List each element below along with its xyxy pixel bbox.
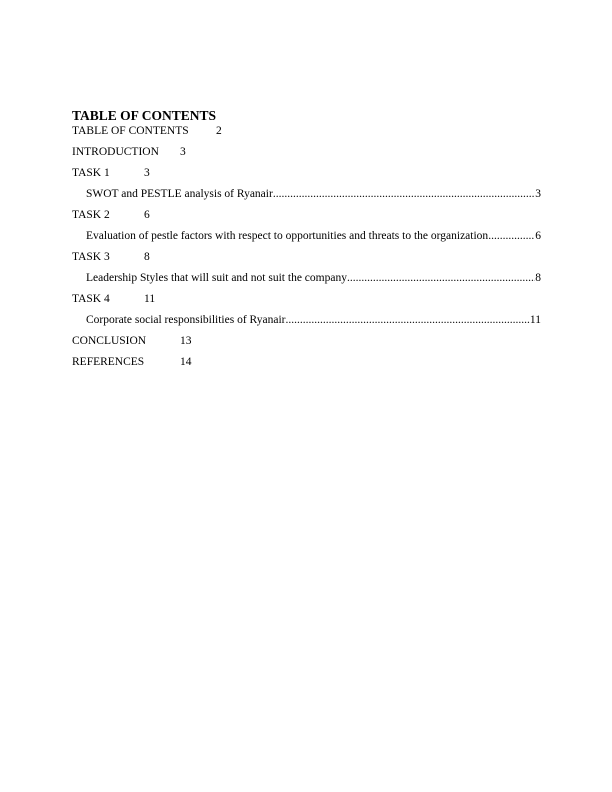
toc-entry-introduction[interactable] (72, 145, 186, 159)
toc-entry-references[interactable] (72, 355, 192, 369)
toc-entry-page: 11 (529, 314, 541, 326)
toc-entry-task-3[interactable] (72, 250, 150, 264)
dot-leader (285, 313, 529, 327)
toc-entry-page: 6 (535, 230, 541, 242)
toc-entry-table-of-contents[interactable] (72, 124, 222, 138)
toc-entry-label: TASK 3 (72, 251, 110, 263)
toc-entry-label: SWOT and PESTLE analysis of Ryanair (86, 188, 273, 200)
toc-entry-task-1[interactable] (72, 166, 150, 180)
toc-entry-csr[interactable] (86, 313, 541, 327)
toc-entry-page: 11 (144, 293, 156, 305)
toc-entry-label: Leadership Styles that will suit and not suit the company (86, 272, 347, 284)
toc-entry-task-4[interactable] (72, 292, 155, 306)
toc-entry-page: 3 (144, 167, 150, 179)
toc-entry-page: 3 (180, 146, 186, 158)
toc-entry-label: Evaluation of pestle factors with respect to opportunities and threats to the organization (86, 230, 489, 242)
toc-entry-label: INTRODUCTION (72, 146, 159, 158)
toc-entry-label: REFERENCES (72, 356, 145, 368)
toc-entry-evaluation-pestle[interactable] (86, 229, 541, 243)
toc-entry-page: 13 (180, 335, 192, 347)
dot-leader (273, 187, 535, 201)
toc-entry-label: TASK 4 (72, 293, 110, 305)
toc-entry-page: 14 (180, 356, 192, 368)
toc-entry-page: 2 (216, 125, 222, 137)
toc-entry-page: 3 (535, 188, 541, 200)
toc-heading: TABLE OF CONTENTS (72, 108, 217, 123)
toc-entry-swot-pestle[interactable] (86, 187, 541, 201)
toc-entry-label: CONCLUSION (72, 335, 147, 347)
dot-leader (347, 271, 535, 285)
toc-entry-conclusion[interactable] (72, 334, 192, 348)
toc-entry-page: 6 (144, 209, 150, 221)
toc-entry-label: Corporate social responsibilities of Ryanair (86, 314, 286, 326)
toc-entry-task-2[interactable] (72, 208, 150, 222)
toc-entry-leadership-styles[interactable] (86, 271, 541, 285)
toc-entry-page: 8 (535, 272, 541, 284)
toc-entry-label: TABLE OF CONTENTS (72, 125, 189, 137)
toc-entry-label: TASK 2 (72, 209, 110, 221)
toc-entry-label: TASK 1 (72, 167, 110, 179)
dot-leader (488, 229, 535, 243)
toc-entry-page: 8 (144, 251, 150, 263)
